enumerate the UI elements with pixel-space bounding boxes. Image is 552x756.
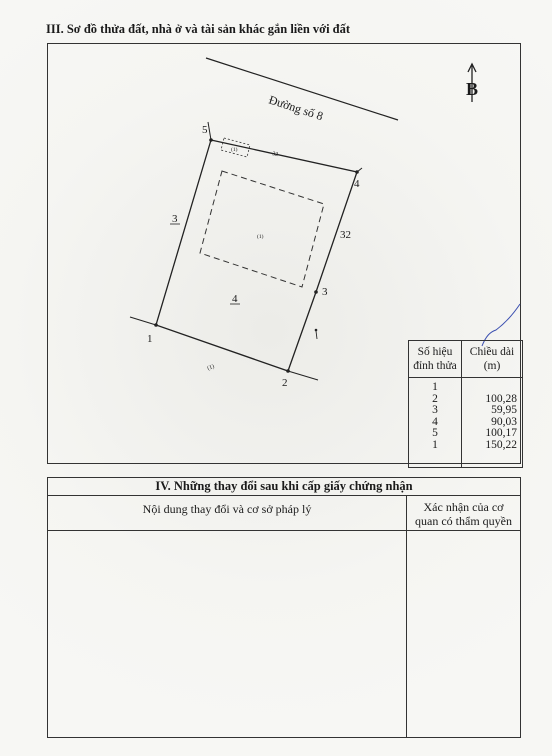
svg-text:B: B — [466, 79, 479, 99]
parcel-boundary — [156, 140, 357, 371]
vertex-label-1: 1 — [147, 333, 153, 345]
header-divider — [48, 530, 520, 531]
side-label-top: 32 — [271, 151, 279, 159]
vertex-dot-5 — [209, 138, 213, 142]
house-footprint — [200, 171, 324, 287]
list-item: 1 — [432, 381, 438, 393]
side-label-right: 32 — [340, 229, 351, 241]
vertex-dot-4 — [355, 170, 359, 174]
vertex-dot-3 — [314, 290, 318, 294]
length-table — [408, 340, 523, 468]
list-item: 5 — [432, 427, 438, 439]
vertex-dot-1 — [154, 323, 158, 327]
list-item: 90,03 — [491, 415, 517, 428]
list-item: 3 — [432, 404, 438, 416]
vertex-label-5: 5 — [202, 124, 208, 136]
length-column — [462, 378, 523, 468]
bottom-left-label: (1) — [206, 363, 216, 372]
corner-box-label: (1) — [231, 147, 238, 153]
changes-confirmation-header: Xác nhận của cơ quan có thẩm quyền — [415, 500, 512, 528]
list-item: 2 — [432, 392, 438, 405]
column-divider — [406, 495, 407, 737]
vertex-label-3: 3 — [322, 286, 328, 298]
side-label-bottom: 4 — [232, 293, 238, 305]
side-label-left: 3 — [172, 213, 178, 225]
list-item: 4 — [432, 415, 438, 428]
road-label: Đường số 8 — [267, 92, 325, 124]
list-item — [462, 382, 517, 394]
vertex-dot-2 — [286, 369, 290, 373]
table-header-point: Số hiệu đỉnh thửa — [409, 341, 462, 378]
section-4-title: IV. Những thay đổi sau khi cấp giấy chứng nhận — [48, 478, 520, 496]
parcel-center-label: (1) — [257, 234, 264, 240]
north-arrow-icon — [466, 64, 478, 102]
vertex-label-2: 2 — [282, 377, 288, 389]
changes-section — [47, 477, 521, 738]
vertex-label-4: 4 — [354, 178, 360, 190]
list-item: 100,28 — [485, 392, 517, 405]
point-column — [409, 378, 462, 468]
table-header-length: Chiều dài (m) — [462, 341, 523, 378]
list-item: 1 — [432, 438, 438, 451]
list-item: 100,17 — [485, 427, 517, 439]
section-3-title: III. Sơ đồ thửa đất, nhà ở và tài sản khác gắn liền với đất — [46, 22, 351, 36]
changes-content-header: Nội dung thay đổi và cơ sở pháp lý — [142, 502, 312, 516]
list-item: 59,95 — [491, 404, 517, 416]
list-item: 150,22 — [485, 438, 517, 451]
